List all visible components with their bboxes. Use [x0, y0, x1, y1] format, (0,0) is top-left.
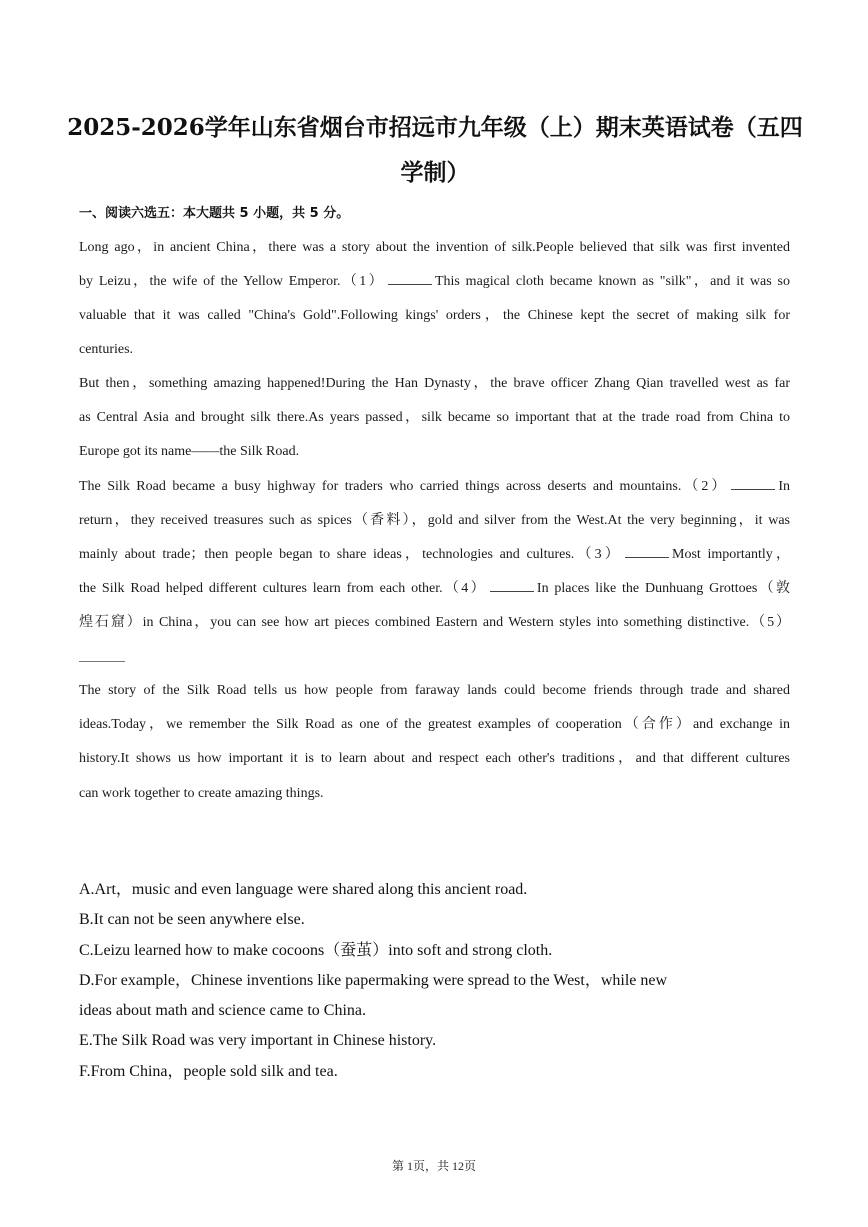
passage-text: In [778, 479, 790, 494]
passage-text: In places like the Dunhuang Grottoes（敦 [536, 581, 791, 596]
option-e: E.The Silk Road was very important in Chinese history. [79, 1032, 437, 1049]
passage-line: Long ago，in ancient China，there was a story about the invention of silk.People believed that silk was first invented [79, 240, 790, 255]
passage-text: by Leizu，the wife of the Yellow Emperor.（1） [79, 274, 385, 289]
passage-line: The story of the Silk Road tells us how people from faraway lands could become friends through trade and shared [79, 683, 790, 698]
passage-text: the Silk Road helped different cultures learn from each other.（4） [79, 581, 487, 596]
passage-text: This magical cloth became known as "silk"，and it was so [434, 274, 790, 289]
passage-line [79, 579, 790, 599]
option-c: C.Leizu learned how to make cocoons（蚕茧）into soft and strong cloth. [79, 942, 553, 959]
passage-line: ideas.Today，we remember the Silk Road as one of the greatest examples of cooperation（合作）and exchange in [79, 717, 790, 732]
passage-line [79, 545, 790, 565]
option-d-continued: ideas about math and science came to China. [79, 1002, 367, 1019]
passage-text: The Silk Road became a busy highway for traders who carried things across deserts and mountains.（2） [79, 479, 729, 494]
answer-blank-2 [731, 477, 775, 490]
passage-line: centuries. [79, 342, 134, 357]
option-d: D.For example，Chinese inventions like papermaking were spread to the West，while new [79, 972, 668, 989]
option-b: B.It can not be seen anywhere else. [79, 911, 305, 928]
passage-line: history.It shows us how important it is to learn about and respect each other's traditions，and that different cultures [79, 751, 790, 766]
option-f: F.From China，people sold silk and tea. [79, 1063, 338, 1080]
passage-line: as Central Asia and brought silk there.As years passed，silk became so important that at the trade road from China to [79, 410, 790, 425]
answer-blank-4 [490, 579, 534, 592]
passage-line: 煌石窟）in China，you can see how art pieces combined Eastern and Western styles into something distinctive.（5） [79, 615, 790, 630]
passage-line: can work together to create amazing things. [79, 786, 324, 801]
passage-line: return，they received treasures such as spices（香料），gold and silver from the West.At the very beginning，it was [79, 513, 790, 528]
passage-line [79, 272, 790, 292]
passage-line: But then，something amazing happened!During the Han Dynasty，the brave officer Zhang Qian travelled west as far [79, 376, 790, 391]
page-number: 第 1页，共 12页 [391, 1159, 476, 1173]
passage-text: Most importantly， [672, 547, 790, 562]
option-a: A.Art，music and even language were shared along this ancient road. [79, 881, 528, 898]
passage-text: mainly about trade；then people began to share ideas，technologies and cultures.（3） [79, 547, 622, 562]
answer-blank-3 [625, 545, 669, 558]
exam-title-line-2: 学制） [400, 159, 470, 186]
answer-blank-1 [388, 272, 432, 285]
passage-line: Europe got its name——the Silk Road. [79, 444, 300, 459]
answer-blank-5 [79, 661, 125, 662]
passage-line: valuable that it was called "China's Gold".Following kings' orders，the Chinese kept the secret of making silk for [79, 308, 790, 323]
exam-title-line-1: 2025-2026学年山东省烟台市招远市九年级（上）期末英语试卷（五四 [67, 114, 803, 141]
passage-line [79, 477, 790, 497]
section-heading: 一、阅读六选五：本大题共 5 小题，共 5 分。 [79, 206, 350, 221]
